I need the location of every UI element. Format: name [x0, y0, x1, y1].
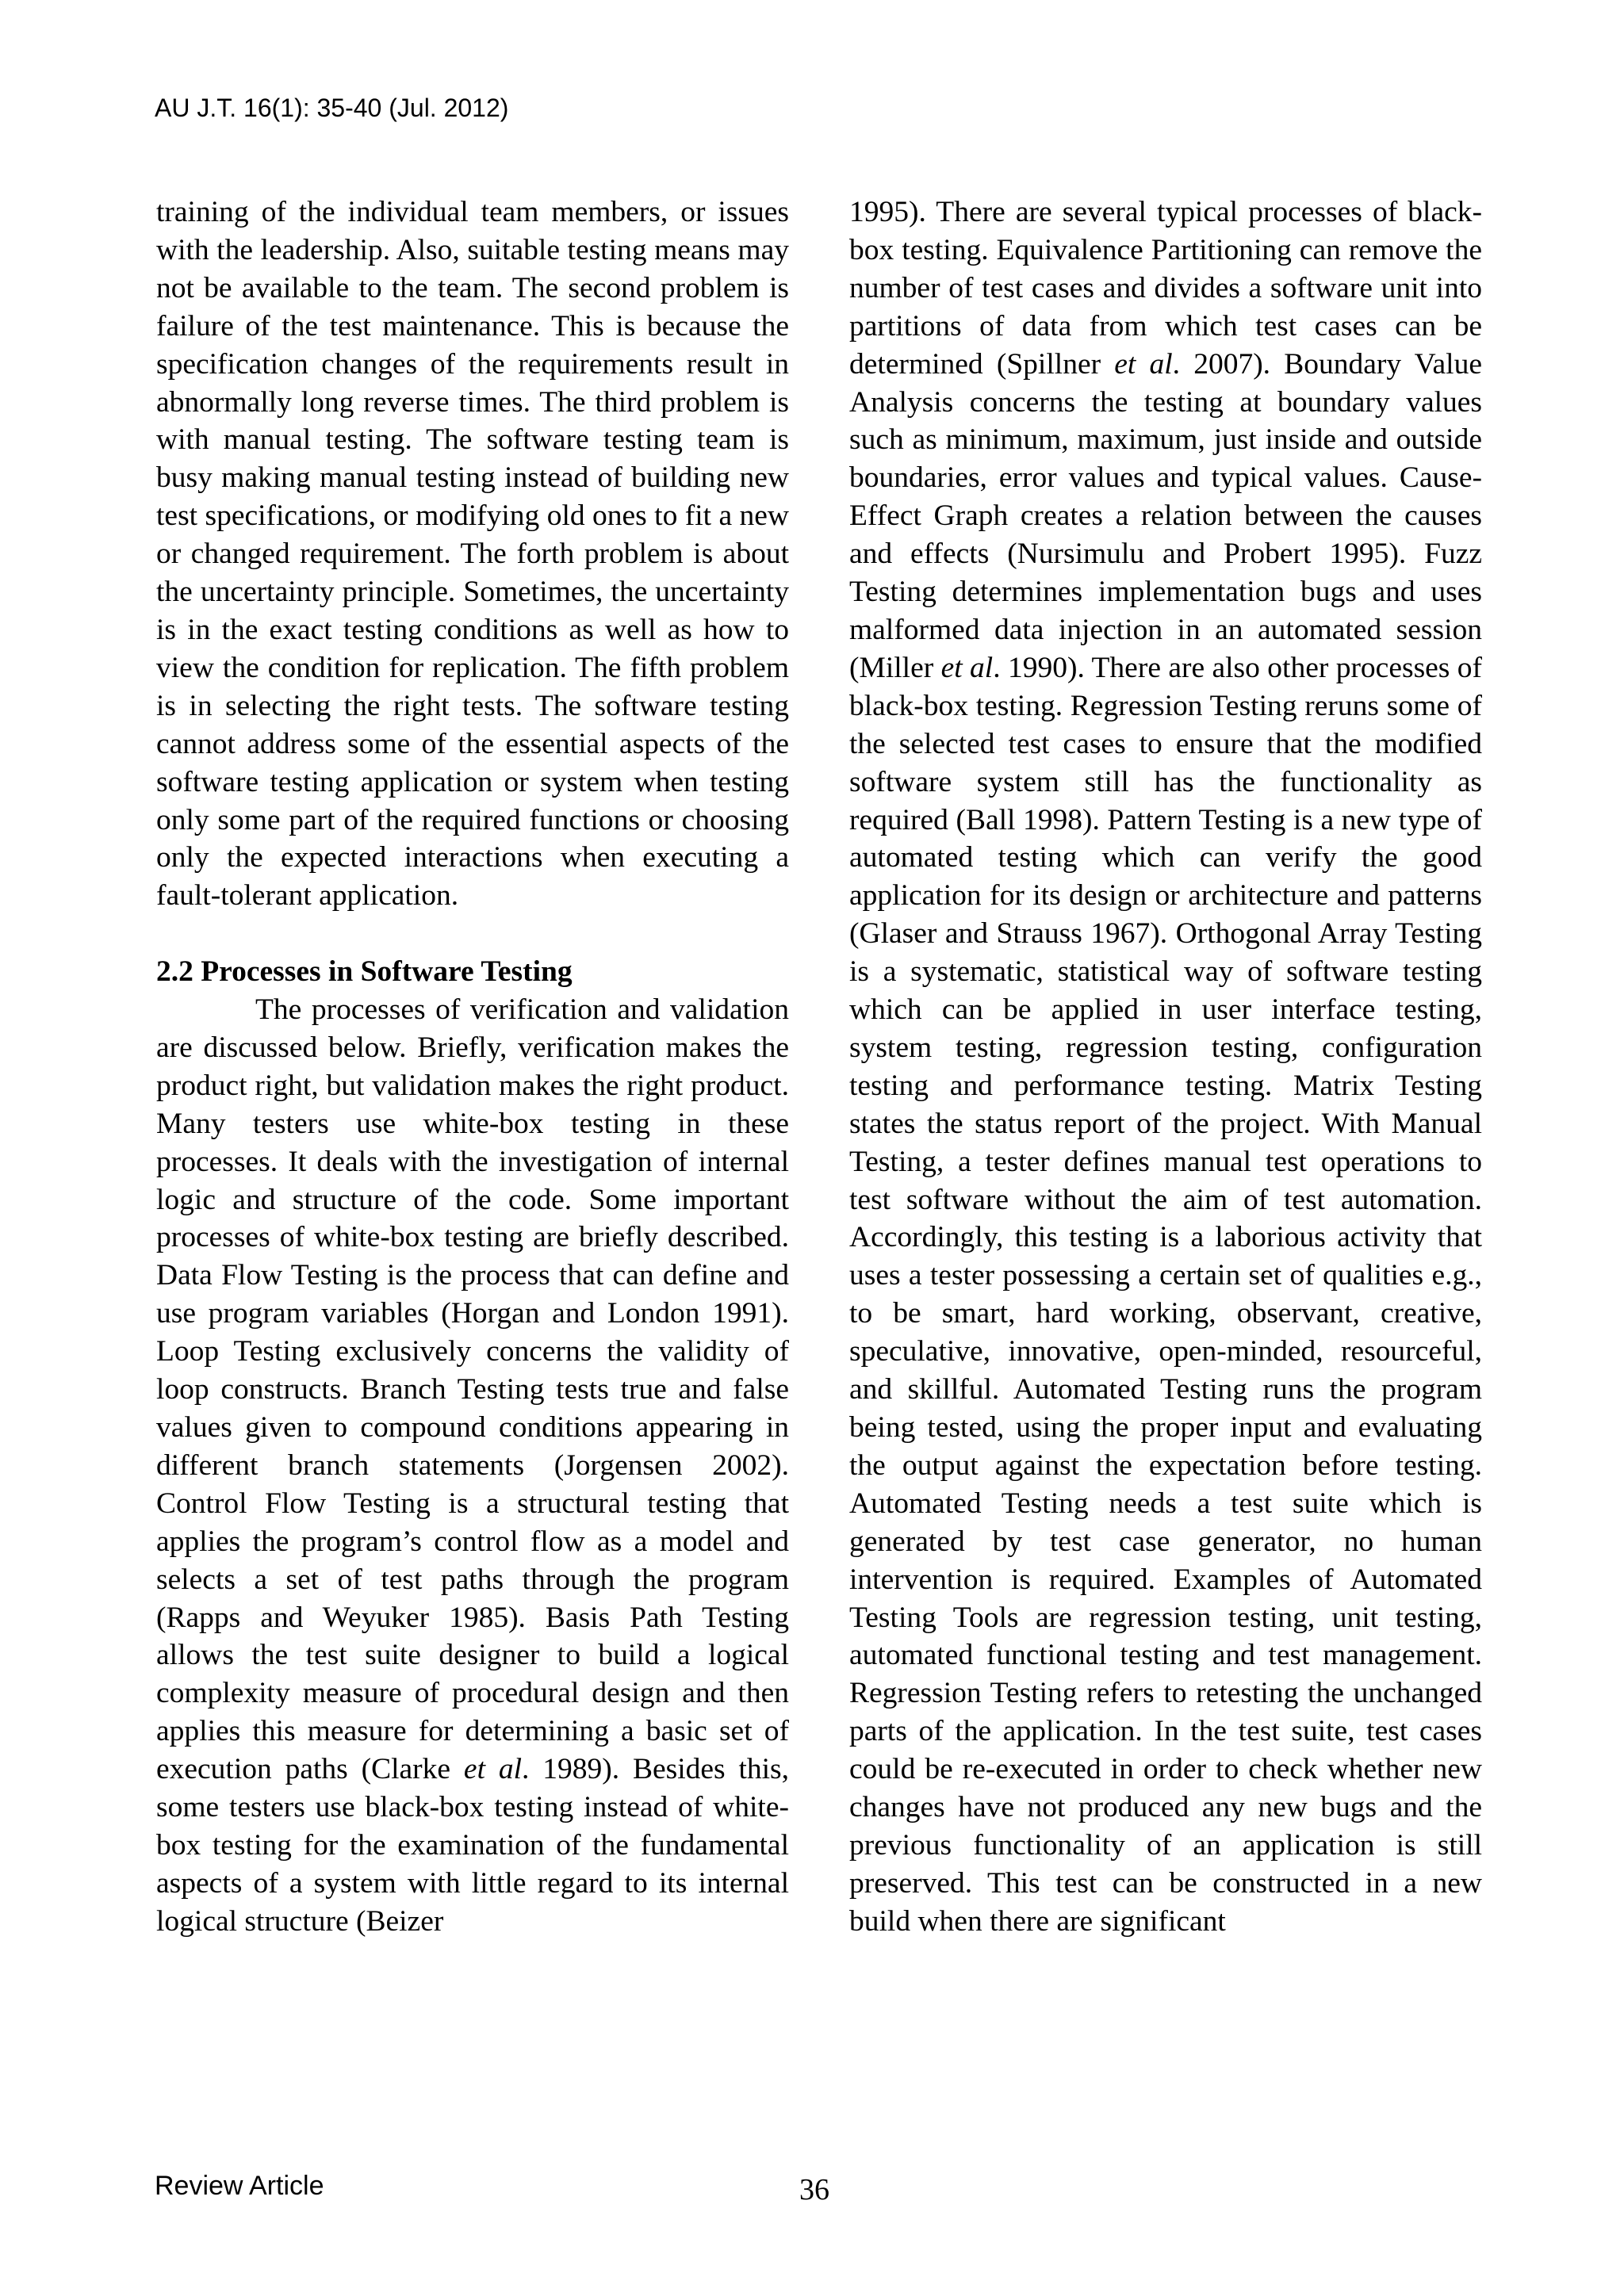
- et-al-citation: et al: [1114, 347, 1173, 381]
- et-al-citation: et al: [463, 1753, 523, 1786]
- page-number: 36: [799, 2173, 829, 2206]
- paragraph-gap: [156, 915, 789, 953]
- paragraph-black-box-text-2: . 2007). Boundary Value Analysis concerns the testing at boundary values such as minimum, maximum, just inside and outside boundaries, error values and typical values. Cause-Effect Graph creates a relation between the causes and effects (Nursimulu and Probert 1995). Fuzz Testing determines implementation bugs and uses malformed data injection in an automated session (Miller: [849, 347, 1482, 684]
- left-column: [156, 193, 789, 1941]
- et-al-citation: et al: [940, 651, 994, 684]
- article-type: Review Article: [155, 2171, 324, 2201]
- right-column: [849, 193, 1482, 1941]
- paragraph-processes-text-1: The processes of verification and validation are discussed below. Briefly, verification makes the product right, but validation makes the right product. Many testers use white-box testing in these processes. It deals with the investigation of internal logic and structure of the code. Some important processes of white-box testing are briefly described. Data Flow Testing is the process that can define and use program variables (Horgan and London 1991). Loop Testing exclusively concerns the validity of loop constructs. Branch Testing tests true and false values given to compound conditions appearing in different branch statements (Jorgensen 2002). Control Flow Testing is a structural testing that applies the program’s control flow as a model and selects a set of test paths through the program (Rapps and Weyuker 1985). Basis Path Testing allows the test suite designer to build a logical complexity measure of procedural design and then applies this measure for determining a basic set of execution paths (Clarke: [156, 993, 789, 1786]
- paragraph-black-box-text-1: 1995). There are several typical processes of black-box testing. Equivalence Partitioning can remove the number of test cases and divides a software unit into partitions of data from which test cases can be determined (Spillner: [849, 196, 1482, 381]
- paragraph-black-box: [849, 193, 1482, 1941]
- paragraph-processes: [156, 991, 789, 1941]
- section-heading: 2.2 Processes in Software Testing: [156, 955, 573, 989]
- paragraph-black-box-text-3: . 1990). There are also other processes of black-box testing. Regression Testing reruns some of the selected test cases to ensure that the modified software system still has the functionality as required (Ball 1998). Pattern Testing is a new type of automated testing which can verify the good application for its design or architecture and patterns (Glaser and Strauss 1967). Orthogonal Array Testing is a systematic, statistical way of software testing which can be applied in user interface testing, system testing, regression testing, configuration testing and performance testing. Matrix Testing states the status report of the project. With Manual Testing, a tester defines manual test operations to test software without the aim of test automation. Accordingly, this testing is a laborious activity that uses a tester possessing a certain set of qualities e.g., to be smart, hard working, observant, creative, speculative, innovative, open-minded, resourceful, and skillful. Automated Testing runs the program being tested, using the proper input and evaluating the output against the expectation before testing. Automated Testing needs a test suite which is generated by test case generator, no human intervention is required. Examples of Automated Testing Tools are regression testing, unit testing, automated functional testing and test management. Regression Testing refers to retesting the unchanged parts of the application. In the test suite, test cases could be re-executed in order to check whether new changes have not produced any new bugs and the previous functionality of an application is still preserved. This test can be constructed in a new build when there are significant: [849, 651, 1483, 1938]
- paragraph-processes-text-2: . 1989). Besides this, some testers use black-box testing instead of white-box testing for the examination of the fundamental aspects of a system with little regard to its internal logical structure (Beizer: [156, 1753, 790, 1938]
- journal-header: AU J.T. 16(1): 35-40 (Jul. 2012): [155, 94, 509, 122]
- paragraph-problems: training of the individual team members, or issues with the leadership. Also, suitable testing means may not be available to the team. The second problem is failure of the test maintenance. This is because the specification changes of the requirements result in abnormally long reverse times. The third problem is with manual testing. The software testing team is busy making manual testing instead of building new test specifications, or modifying old ones to fit a new or changed requirement. The forth problem is about the uncertainty principle. Sometimes, the uncertainty is in the exact testing conditions as well as how to view the condition for replication. The fifth problem is in selecting the right tests. The software testing cannot address some of the essential aspects of the software testing application or system when testing only some part of the required functions or choosing only the expected interactions when executing a fault-tolerant application.: [156, 196, 789, 913]
